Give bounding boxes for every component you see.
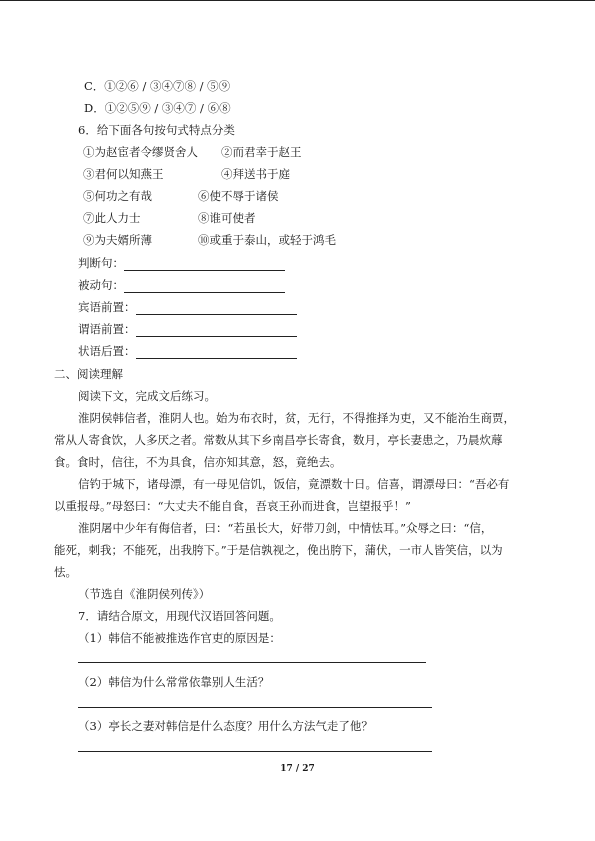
option-c: C．①②⑥ / ③④⑦⑧ / ⑤⑨ (84, 79, 231, 93)
top-rule (0, 0, 595, 1)
answer-blank[interactable] (136, 303, 297, 315)
category-passive (78, 277, 285, 293)
q6-item: ③君何以知燕王 (83, 167, 164, 181)
passage-line: 信钓于城下，诸母漂，有一母见信饥，饭信，竟漂数十日。信喜，谓漂母曰：“吾必有 (78, 477, 510, 491)
page-number: 17 / 27 (280, 764, 315, 774)
category-object-fronting (78, 299, 297, 315)
passage-source: （节选自《淮阴侯列传》） (78, 587, 211, 601)
passage-line: 能死，刺我；不能死，出我胯下。”于是信孰视之，俛出胯下，蒲伏，一市人皆笑信，以为 (54, 543, 503, 557)
category-adverbial-postposition (78, 343, 297, 359)
q6-item: ④拜送书于庭 (221, 167, 290, 181)
answer-line[interactable] (78, 707, 432, 708)
answer-blank[interactable] (136, 325, 297, 337)
passage-line: 食。食时，信往，不为具食，信亦知其意，怒，竟绝去。 (54, 455, 342, 469)
q6-item: ⑨为夫婿所薄 (83, 233, 152, 247)
answer-line[interactable] (78, 751, 432, 752)
answer-blank[interactable] (124, 281, 285, 293)
section-heading: 二、阅读理解 (54, 367, 123, 381)
question-7-title: 7．请结合原文，用现代汉语回答问题。 (78, 609, 281, 623)
category-label: 状语后置： (78, 344, 136, 358)
q6-item: ⑥使不辱于诸侯 (198, 189, 279, 203)
q6-item: ⑩或重于泰山，或轻于鸿毛 (198, 233, 336, 247)
q7-sub-2: （2）韩信为什么常常依靠别人生活？ (78, 675, 270, 689)
answer-blank[interactable] (124, 259, 285, 271)
q7-sub-3: （3）亭长之妻对韩信是什么态度？用什么方法气走了他？ (78, 719, 373, 733)
q6-item: ①为赵宦者令缪贤舍人 (83, 145, 198, 159)
q6-item: ⑦此人力士 (83, 211, 141, 225)
answer-blank[interactable] (136, 347, 297, 359)
category-judgment (78, 255, 285, 271)
category-label: 判断句： (78, 256, 124, 270)
passage-line: 淮阴屠中少年有侮信者，曰：“若虽长大，好带刀剑，中情怯耳。”众辱之曰：“信， (78, 521, 493, 535)
q6-item: ⑧谁可使者 (198, 211, 256, 225)
passage-line: 淮阴侯韩信者，淮阴人也。始为布衣时，贫，无行，不得推择为吏，又不能治生商贾， (78, 411, 515, 425)
category-predicate-fronting (78, 321, 297, 337)
q7-sub-1: （1）韩信不能被推选作官吏的原因是： (78, 631, 281, 645)
option-d: D．①②⑤⑨ / ③④⑦ / ⑥⑧ (84, 101, 231, 115)
category-label: 谓语前置： (78, 322, 136, 336)
passage-line: 以重报母。”母怒曰：“大丈夫不能自食，吾哀王孙而进食，岂望报乎！” (54, 499, 411, 513)
category-label: 宾语前置： (78, 300, 136, 314)
answer-line[interactable] (78, 662, 426, 663)
passage-line: 怯。 (54, 565, 77, 579)
question-6-title: 6．给下面各句按句式特点分类 (78, 123, 235, 137)
q6-item: ②而君幸于赵王 (221, 145, 302, 159)
category-label: 被动句： (78, 278, 124, 292)
passage-line: 常从人寄食饮，人多厌之者。常数从其下乡南昌亭长寄食，数月，亭长妻患之，乃晨炊蓐 (54, 433, 503, 447)
q6-item: ⑤何功之有哉 (83, 189, 152, 203)
instruction: 阅读下文，完成文后练习。 (78, 389, 216, 403)
